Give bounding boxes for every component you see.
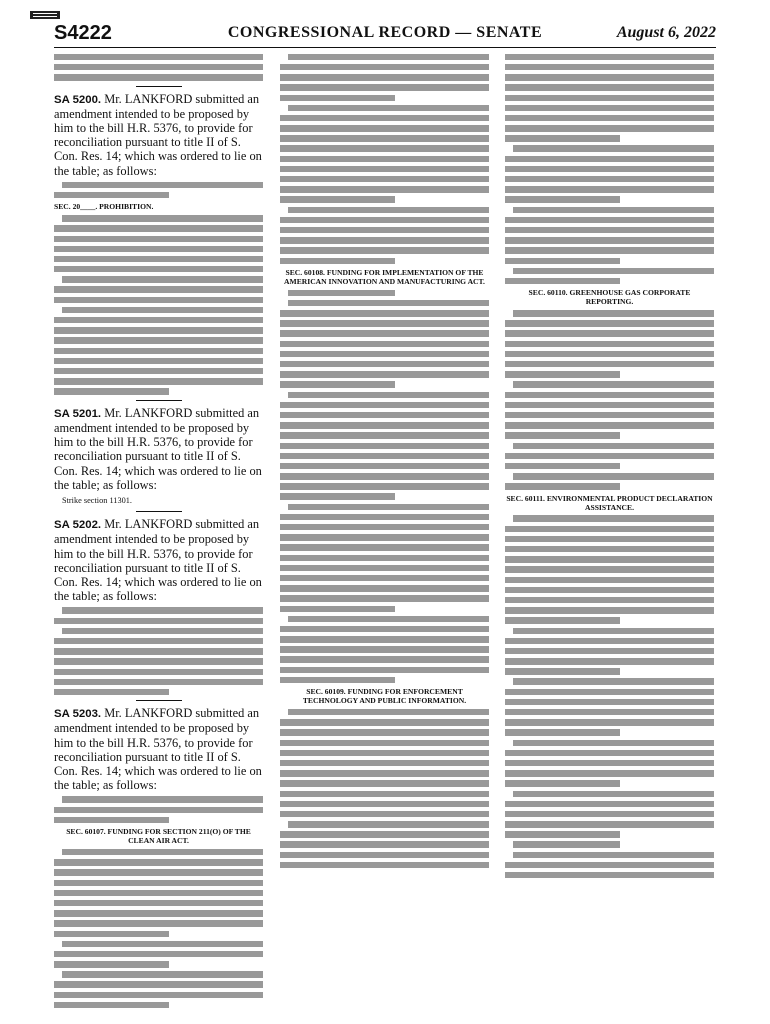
illegible-text-line: [288, 392, 489, 398]
illegible-text-line: [280, 217, 489, 223]
illegible-text-line: [54, 638, 263, 644]
illegible-text-line: [505, 186, 714, 192]
illegible-text-line: [505, 597, 714, 603]
illegible-text-line: [62, 607, 263, 613]
illegible-text-line: [280, 606, 395, 612]
illegible-text-line: [54, 64, 263, 70]
illegible-text-line: [62, 849, 263, 855]
illegible-text-line: [54, 297, 263, 303]
illegible-text-line: [280, 831, 489, 837]
illegible-text-line: [513, 841, 620, 847]
illegible-text-line: [280, 575, 489, 581]
illegible-text-line: [280, 585, 489, 591]
illegible-text-line: [288, 105, 489, 111]
illegible-text-line: [280, 247, 489, 253]
illegible-text-line: [280, 422, 489, 428]
issue-date: August 6, 2022: [616, 24, 716, 41]
illegible-text-line: [280, 565, 489, 571]
separator: [136, 86, 182, 87]
illegible-text-line: [54, 388, 169, 394]
strike-instruction: Strike section 11301.: [62, 495, 132, 505]
illegible-text-line: [505, 617, 620, 623]
illegible-text-line: [54, 648, 263, 654]
amendment-sa5203: SA 5203. Mr. LANKFORD submitted an amendment intended to be proposed by him to the bill H.R. 5376, to provide for reconciliation pursuant to title II of S. Con. Res. 14; which was ordered to lie on the table; as follows:: [54, 706, 262, 793]
illegible-text-line: [54, 981, 263, 987]
illegible-text-line: [280, 524, 489, 530]
illegible-text-line: [280, 74, 489, 80]
illegible-text-line: [280, 258, 395, 264]
illegible-text-line: [280, 750, 489, 756]
illegible-text-line: [288, 300, 489, 306]
illegible-text-line: [280, 760, 489, 766]
illegible-text-line: [505, 371, 620, 377]
illegible-text-line: [54, 256, 263, 262]
illegible-text-line: [62, 182, 263, 188]
illegible-text-line: [505, 422, 714, 428]
illegible-text-line: [280, 667, 489, 673]
illegible-text-line: [505, 247, 714, 253]
illegible-text-line: [288, 290, 395, 296]
illegible-text-line: [288, 504, 489, 510]
illegible-text-line: [280, 166, 489, 172]
illegible-text-line: [54, 689, 169, 695]
illegible-text-line: [280, 719, 489, 725]
illegible-text-line: [505, 412, 714, 418]
illegible-text-line: [54, 679, 263, 685]
illegible-text-line: [280, 646, 489, 652]
illegible-text-line: [505, 84, 714, 90]
illegible-text-line: [280, 330, 489, 336]
illegible-text-line: [505, 780, 620, 786]
illegible-text-line: [280, 341, 489, 347]
illegible-text-line: [54, 74, 263, 80]
illegible-text-line: [280, 351, 489, 357]
section-heading: SEC. 60109. FUNDING FOR ENFORCEMENT TECHNOLOGY AND PUBLIC INFORMATION.: [302, 687, 467, 706]
gpo-logo-icon: [30, 8, 60, 20]
illegible-text-line: [280, 196, 395, 202]
illegible-text-line: [54, 900, 263, 906]
illegible-text-line: [54, 337, 263, 343]
illegible-text-line: [505, 166, 714, 172]
illegible-text-line: [288, 54, 489, 60]
illegible-text-line: [280, 145, 489, 151]
illegible-text-line: [280, 453, 489, 459]
illegible-text-line: [280, 534, 489, 540]
illegible-text-line: [505, 64, 714, 70]
section-heading: SEC. 20____. PROHIBITION.: [54, 202, 154, 212]
illegible-text-line: [280, 770, 489, 776]
illegible-text-line: [62, 276, 263, 282]
publication-title: CONGRESSIONAL RECORD — SENATE: [227, 24, 543, 41]
illegible-text-line: [288, 207, 489, 213]
illegible-text-line: [505, 729, 620, 735]
illegible-text-line: [280, 740, 489, 746]
illegible-text-line: [505, 278, 620, 284]
illegible-text-line: [513, 852, 714, 858]
header-rule: [54, 47, 716, 48]
illegible-text-line: [505, 689, 714, 695]
section-heading: SEC. 60107. FUNDING FOR SECTION 211(O) OF THE CLEAN AIR ACT.: [66, 827, 251, 846]
illegible-text-line: [505, 699, 714, 705]
illegible-text-line: [280, 310, 489, 316]
illegible-text-line: [62, 796, 263, 802]
illegible-text-line: [280, 186, 489, 192]
illegible-text-line: [513, 381, 714, 387]
illegible-text-line: [505, 546, 714, 552]
illegible-text-line: [505, 709, 714, 715]
illegible-text-line: [280, 412, 489, 418]
illegible-text-line: [54, 910, 263, 916]
illegible-text-line: [505, 658, 714, 664]
text-column-2: [280, 50, 489, 1014]
illegible-text-line: [54, 358, 263, 364]
illegible-text-line: [513, 310, 714, 316]
illegible-text-line: [54, 1002, 169, 1008]
illegible-text-line: [288, 821, 489, 827]
illegible-text-line: [505, 351, 714, 357]
illegible-text-line: [280, 852, 489, 858]
illegible-text-line: [280, 115, 489, 121]
illegible-text-line: [54, 951, 263, 957]
illegible-text-line: [513, 207, 714, 213]
illegible-text-line: [54, 817, 169, 823]
illegible-text-line: [513, 268, 714, 274]
illegible-text-line: [505, 638, 714, 644]
illegible-text-line: [62, 307, 263, 313]
illegible-text-line: [505, 750, 714, 756]
illegible-text-line: [280, 636, 489, 642]
illegible-text-line: [505, 577, 714, 583]
illegible-text-line: [280, 841, 489, 847]
separator: [136, 700, 182, 701]
illegible-text-line: [54, 807, 263, 813]
illegible-text-line: [505, 831, 620, 837]
illegible-text-line: [280, 176, 489, 182]
illegible-text-line: [505, 115, 714, 121]
illegible-text-line: [54, 348, 263, 354]
illegible-text-line: [505, 217, 714, 223]
text-column-1: [54, 50, 263, 1014]
illegible-text-line: [280, 381, 395, 387]
illegible-text-line: [280, 64, 489, 70]
illegible-text-line: [505, 258, 620, 264]
illegible-text-line: [54, 920, 263, 926]
illegible-text-line: [513, 791, 714, 797]
illegible-text-line: [505, 135, 620, 141]
illegible-text-line: [505, 402, 714, 408]
page-header: [54, 22, 716, 46]
illegible-text-line: [54, 992, 263, 998]
illegible-text-line: [54, 192, 169, 198]
illegible-text-line: [54, 931, 169, 937]
illegible-text-line: [54, 961, 169, 967]
illegible-text-line: [505, 821, 714, 827]
illegible-text-line: [54, 236, 263, 242]
illegible-text-line: [288, 616, 489, 622]
illegible-text-line: [280, 595, 489, 601]
illegible-text-line: [280, 237, 489, 243]
illegible-text-line: [288, 709, 489, 715]
illegible-text-line: [505, 105, 714, 111]
illegible-text-line: [280, 729, 489, 735]
illegible-text-line: [513, 515, 714, 521]
illegible-text-line: [54, 368, 263, 374]
illegible-text-line: [505, 453, 714, 459]
illegible-text-line: [280, 361, 489, 367]
illegible-text-line: [505, 463, 620, 469]
illegible-text-line: [54, 859, 263, 865]
illegible-text-line: [280, 473, 489, 479]
illegible-text-line: [280, 95, 395, 101]
illegible-text-line: [505, 483, 620, 489]
illegible-text-line: [54, 225, 263, 231]
illegible-text-line: [280, 656, 489, 662]
amendment-sa5200: SA 5200. Mr. LANKFORD submitted an amendment intended to be proposed by him to the bill H.R. 5376, to provide for reconciliation pursuant to title II of S. Con. Res. 14; which was ordered to lie on the table; as follows:: [54, 91, 262, 178]
illegible-text-line: [505, 125, 714, 131]
illegible-text-line: [505, 862, 714, 868]
illegible-text-line: [62, 628, 263, 634]
illegible-text-line: [280, 125, 489, 131]
illegible-text-line: [505, 872, 714, 878]
illegible-text-line: [280, 677, 395, 683]
illegible-text-line: [505, 811, 714, 817]
illegible-text-line: [505, 566, 714, 572]
illegible-text-line: [54, 54, 263, 60]
illegible-text-line: [505, 607, 714, 613]
amendment-sa5201: SA 5201. Mr. LANKFORD submitted an amendment intended to be proposed by him to the bill H.R. 5376, to provide for reconciliation pursuant to title II of S. Con. Res. 14; which was ordered to lie on the table; as follows:: [54, 405, 262, 492]
illegible-text-line: [280, 493, 395, 499]
illegible-text-line: [505, 237, 714, 243]
illegible-text-line: [280, 555, 489, 561]
illegible-text-line: [54, 286, 263, 292]
illegible-text-line: [505, 801, 714, 807]
illegible-text-line: [505, 54, 714, 60]
illegible-text-line: [54, 869, 263, 875]
illegible-text-line: [280, 801, 489, 807]
section-heading: SEC. 60110. GREENHOUSE GAS CORPORATE REPORTING.: [528, 288, 691, 307]
illegible-text-line: [505, 95, 714, 101]
illegible-text-line: [505, 556, 714, 562]
separator: [136, 400, 182, 401]
illegible-text-line: [505, 392, 714, 398]
illegible-text-line: [505, 74, 714, 80]
illegible-text-line: [513, 473, 714, 479]
illegible-text-line: [54, 658, 263, 664]
illegible-text-line: [280, 514, 489, 520]
illegible-text-line: [280, 156, 489, 162]
illegible-text-line: [280, 626, 489, 632]
illegible-text-line: [280, 862, 489, 868]
section-heading: SEC. 60111. ENVIRONMENTAL PRODUCT DECLARATION ASSISTANCE.: [506, 493, 713, 512]
illegible-text-line: [54, 880, 263, 886]
illegible-text-line: [280, 791, 489, 797]
illegible-text-line: [54, 317, 263, 323]
illegible-text-line: [505, 330, 714, 336]
illegible-text-line: [54, 378, 263, 384]
illegible-text-line: [280, 371, 489, 377]
illegible-text-line: [54, 618, 263, 624]
illegible-text-line: [505, 648, 714, 654]
illegible-text-line: [505, 668, 620, 674]
page-number: S4222: [54, 22, 112, 44]
illegible-text-line: [62, 215, 263, 221]
separator: [136, 511, 182, 512]
illegible-text-line: [280, 84, 489, 90]
illegible-text-line: [505, 341, 714, 347]
illegible-text-line: [280, 811, 489, 817]
illegible-text-line: [505, 176, 714, 182]
text-column-3: [505, 50, 714, 1014]
illegible-text-line: [513, 678, 714, 684]
illegible-text-line: [505, 536, 714, 542]
illegible-text-line: [280, 443, 489, 449]
illegible-text-line: [505, 432, 620, 438]
illegible-text-line: [505, 719, 714, 725]
illegible-text-line: [280, 463, 489, 469]
illegible-text-line: [505, 587, 714, 593]
illegible-text-line: [54, 246, 263, 252]
illegible-text-line: [280, 544, 489, 550]
illegible-text-line: [505, 320, 714, 326]
illegible-text-line: [505, 526, 714, 532]
illegible-text-line: [280, 320, 489, 326]
illegible-text-line: [54, 266, 263, 272]
illegible-text-line: [280, 135, 489, 141]
amendment-sa5202: SA 5202. Mr. LANKFORD submitted an amendment intended to be proposed by him to the bill H.R. 5376, to provide for reconciliation pursuant to title II of S. Con. Res. 14; which was ordered to lie on the table; as follows:: [54, 517, 262, 604]
illegible-text-line: [513, 628, 714, 634]
illegible-text-line: [505, 196, 620, 202]
illegible-text-line: [54, 327, 263, 333]
illegible-text-line: [280, 483, 489, 489]
illegible-text-line: [505, 760, 714, 766]
illegible-text-line: [505, 770, 714, 776]
illegible-text-line: [280, 402, 489, 408]
illegible-text-line: [280, 432, 489, 438]
illegible-text-line: [505, 227, 714, 233]
illegible-text-line: [62, 971, 263, 977]
illegible-text-line: [54, 669, 263, 675]
illegible-text-line: [513, 443, 714, 449]
illegible-text-line: [62, 941, 263, 947]
illegible-text-line: [513, 145, 714, 151]
illegible-text-line: [513, 740, 714, 746]
illegible-text-line: [54, 890, 263, 896]
section-heading: SEC. 60108. FUNDING FOR IMPLEMENTATION OF THE AMERICAN INNOVATION AND MANUFACTURING ACT.: [284, 267, 485, 286]
illegible-text-line: [280, 780, 489, 786]
illegible-text-line: [505, 361, 714, 367]
illegible-text-line: [505, 156, 714, 162]
illegible-text-line: [280, 227, 489, 233]
